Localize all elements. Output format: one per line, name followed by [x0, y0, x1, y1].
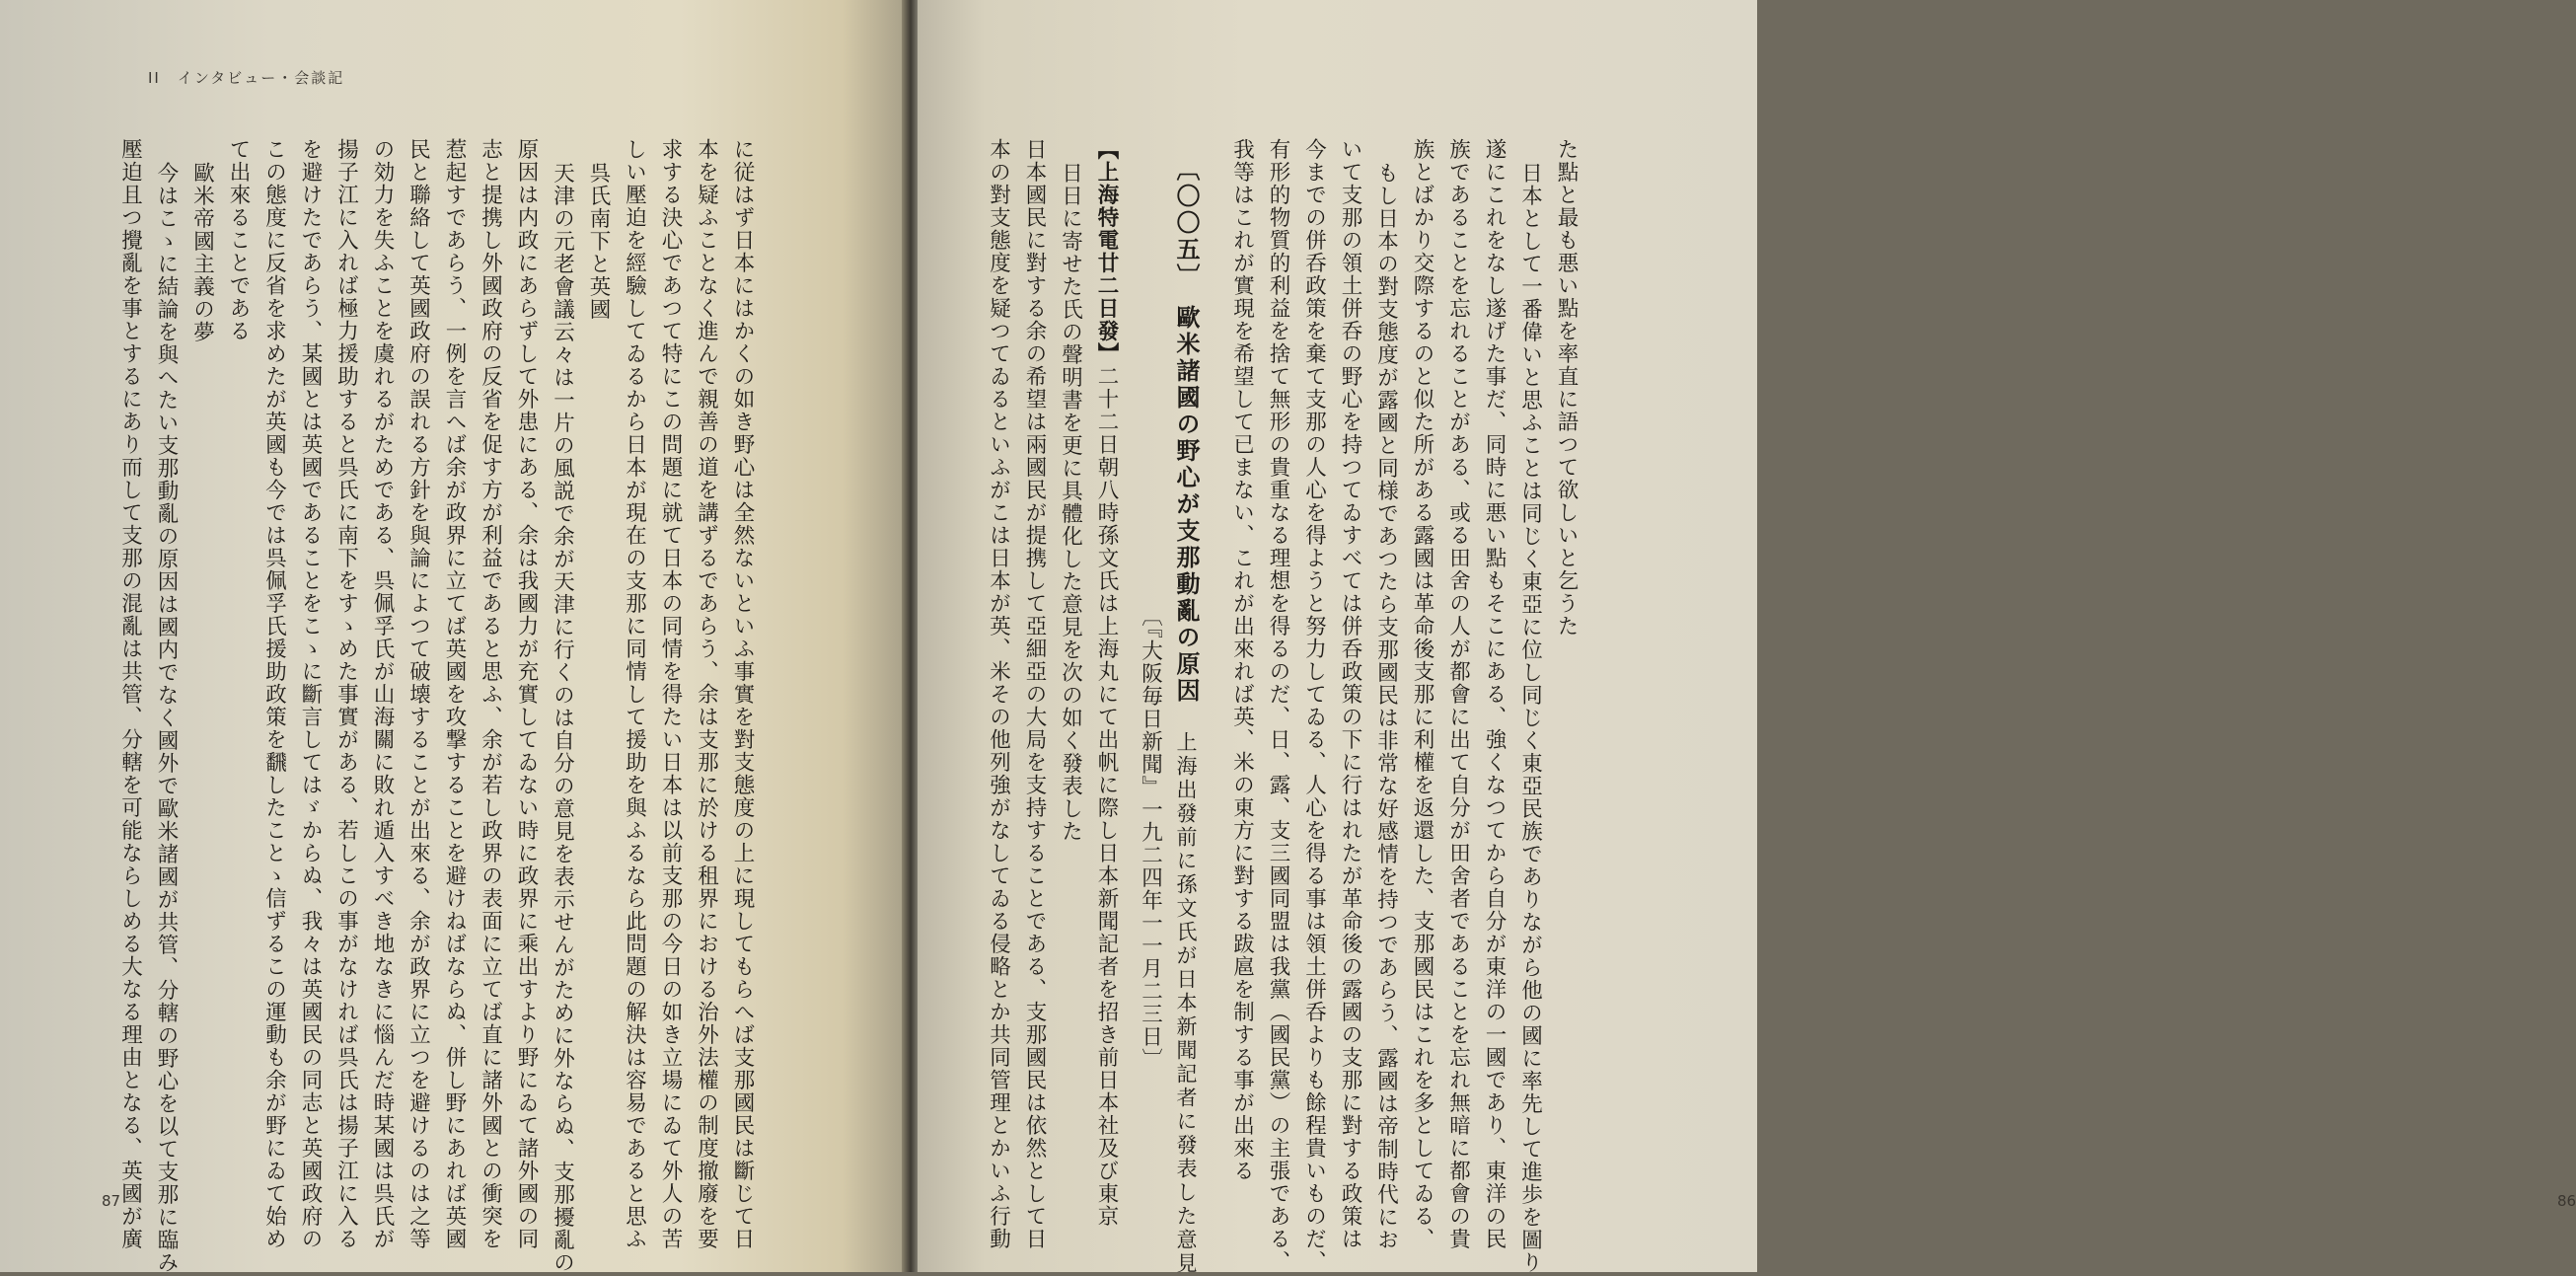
spacer: [1124, 138, 1132, 1184]
text-line: 本を疑ふことなく進んで親善の道を講ずるであらう、余は支那に於ける租界における治外法權の制度撤廢を要: [694, 138, 719, 1250]
text-line: 我等はこれが實現を希望して已まない、これが出來れば英、米の東方に對する跋扈を制する事が出來る: [1229, 138, 1255, 1182]
text-line: [1088, 138, 1125, 1228]
text-line: 今はこゝに結論を與へたい支那動亂の原因は國内でなく國外で歐米諸國が共管、分轄の野心を以て支那に臨み: [154, 161, 179, 1274]
text-line: [980, 138, 1016, 1250]
page-number-right: 86: [2557, 1192, 2576, 1210]
page-number-left: 87: [102, 1192, 121, 1210]
left-page: [0, 0, 906, 1272]
text-line: 志と提携し外國政府の反省を促す方が利益であると思ふ、余が若し政界の表面に立てば直に諸外國との衝突を: [478, 138, 503, 1250]
article-number: 〔〇〇五〕: [1172, 157, 1200, 279]
text-line: [1052, 138, 1088, 1184]
text-line: て出來ることである: [226, 138, 251, 342]
text-line: 今までの併呑政策を棄て支那の人心を得ようと努力してゐる、人心を得る事は領土併呑よりも餘程貴いものだ、: [1301, 138, 1327, 1273]
text-line: 惹起すであらう、一例を言へば余が政界に立てば英國を攻撃することを避けねばならぬ、併し野にあれば英國: [442, 138, 467, 1250]
text-line: 族であることを忘れることがある、或る田舍の人が都會に出て自分が田舍者であることを忘れ無暗に都會の貴: [1445, 138, 1471, 1250]
text-line: の効力を失ふことを虞れるがためである、呉佩孚氏が山海關に敗れ遁入すべき地なきに惱んだ時某國は呉氏が: [370, 138, 395, 1250]
text-line: 求する決心であつて特にこの問題に就て日本の同情を得たい日本は以前支那の今日の如き立場にゐて外人の苦: [658, 138, 683, 1250]
text-line: もし日本の對支態度が露國と同様であつたら支那國民は非常な好感情を持つであらう、露國は帝制時代にお: [1373, 161, 1399, 1251]
text-line: 族とばかり交際するのと似た所がある露國は革命後支那に利權を返還した、支那國民はこれを多としてゐる、: [1410, 138, 1435, 1250]
article-title: 歐米諸國の野心が支那動亂の原因: [1172, 278, 1200, 732]
text-line: この態度に反省を求めたが英國も今では呉佩孚氏援助政策を飜したことゝ信ずるこの運動も余が野にゐて始め: [261, 138, 287, 1250]
article-subtitle: 上海出發前に孫文氏が日本新聞記者に發表した意見: [1174, 731, 1198, 1276]
section-heading: 呉氏南下と英國: [586, 161, 611, 321]
right-page-body: [980, 138, 1583, 1276]
text-segment: 二十二日朝八時孫文氏は上海丸にて出帆に際し日本新聞記者を招き前日本社及び東京: [1094, 365, 1119, 1228]
text-line: た點と最も悪い點を率直に語つて欲しいと乞うた: [1554, 138, 1579, 638]
text-segment: 本の對支態度を疑つてゐるといふがこは日本が英、米その他列強がなしてゐる侵略とか共同管理とかいふ行動: [986, 138, 1011, 1250]
text-line: 民と聯絡して英國政府の誤れる方針を與論によつて破壊することが出來る、余が政界に立つを避けるのは之等: [405, 138, 431, 1250]
text-segment: 日本國民に對する余の希望は兩國民が提携して亞細亞の大局を支持することである、支那國民は依然として日: [1022, 138, 1047, 1250]
text-line: しい壓迫を經驗してゐるから日本が現在の支那に同情して援助を與ふるなら此問題の解決は容易であると思ふ: [622, 138, 647, 1250]
text-segment: 日日に寄せた氏の聲明書を更に具體化した意見を次の如く發表した: [1058, 161, 1083, 843]
text-line: いて支那の領土併呑の野心を持つてゐすべては併呑政策の下に行はれたが革命後の露國の支那に對する政策は: [1338, 138, 1362, 1250]
text-line: 壓迫且つ攪亂を事とするにあり而して支那の混亂は共管、分轄を可能ならしめる大なる理由となる、英國が廣: [117, 138, 143, 1250]
text-line: 日本として一番偉いと思ふことは同じく東亞に位し同じく東亞民族でありながら他の國に率先して進歩を圖り: [1517, 161, 1543, 1274]
article-source: 〔『大阪毎日新聞』一九二四年一一月二三日〕: [1138, 605, 1163, 1072]
section-heading: 歐米帝國主義の夢: [189, 161, 215, 343]
dateline: 【上海特電廿二日發】: [1094, 138, 1119, 365]
text-line: を避けたであらう、某國とは英國であることをこゝに斷言してはゞからぬ、我々は英國民の同志と英國政府の: [298, 138, 323, 1250]
text-line: に従はず日本にはかくの如き野心は全然ないといふ事實を對支態度の上に現してもらへば支那國民は斷じて日: [730, 138, 755, 1250]
text-line: 遂にこれをなし遂げた事だ、同時に悪い點もそこにある、強くなつてから自分が東洋の一國であり、東洋の民: [1482, 138, 1507, 1250]
text-line: 天津の元老會議云々は一片の風説で余が天津に行くのは自分の意見を表示せんがために外ならぬ、支那擾亂の: [550, 161, 575, 1274]
right-page: [918, 0, 2576, 1276]
text-line: 原因は内政にあらずして外患にある、余は我國力が充實してゐない時に政界に乘出すより野にゐて諸外國の同: [514, 138, 539, 1250]
article-heading: [1168, 138, 1205, 1276]
text-line: [1016, 138, 1053, 1250]
text-line: 有形的物質的利益を捨て無形の貴重なる理想を得るのだ、日、露、支三國同盟は我黨（國民黨）の主張である、: [1266, 138, 1290, 1273]
spacer: [1204, 138, 1223, 1184]
text-line: 揚子江に入れば極力援助すると呉氏に南下をすゝめた事實がある、若しこの事がなければ呉氏は揚子江に入る: [333, 138, 359, 1250]
running-head: II インタビュー・会談記: [148, 69, 345, 87]
